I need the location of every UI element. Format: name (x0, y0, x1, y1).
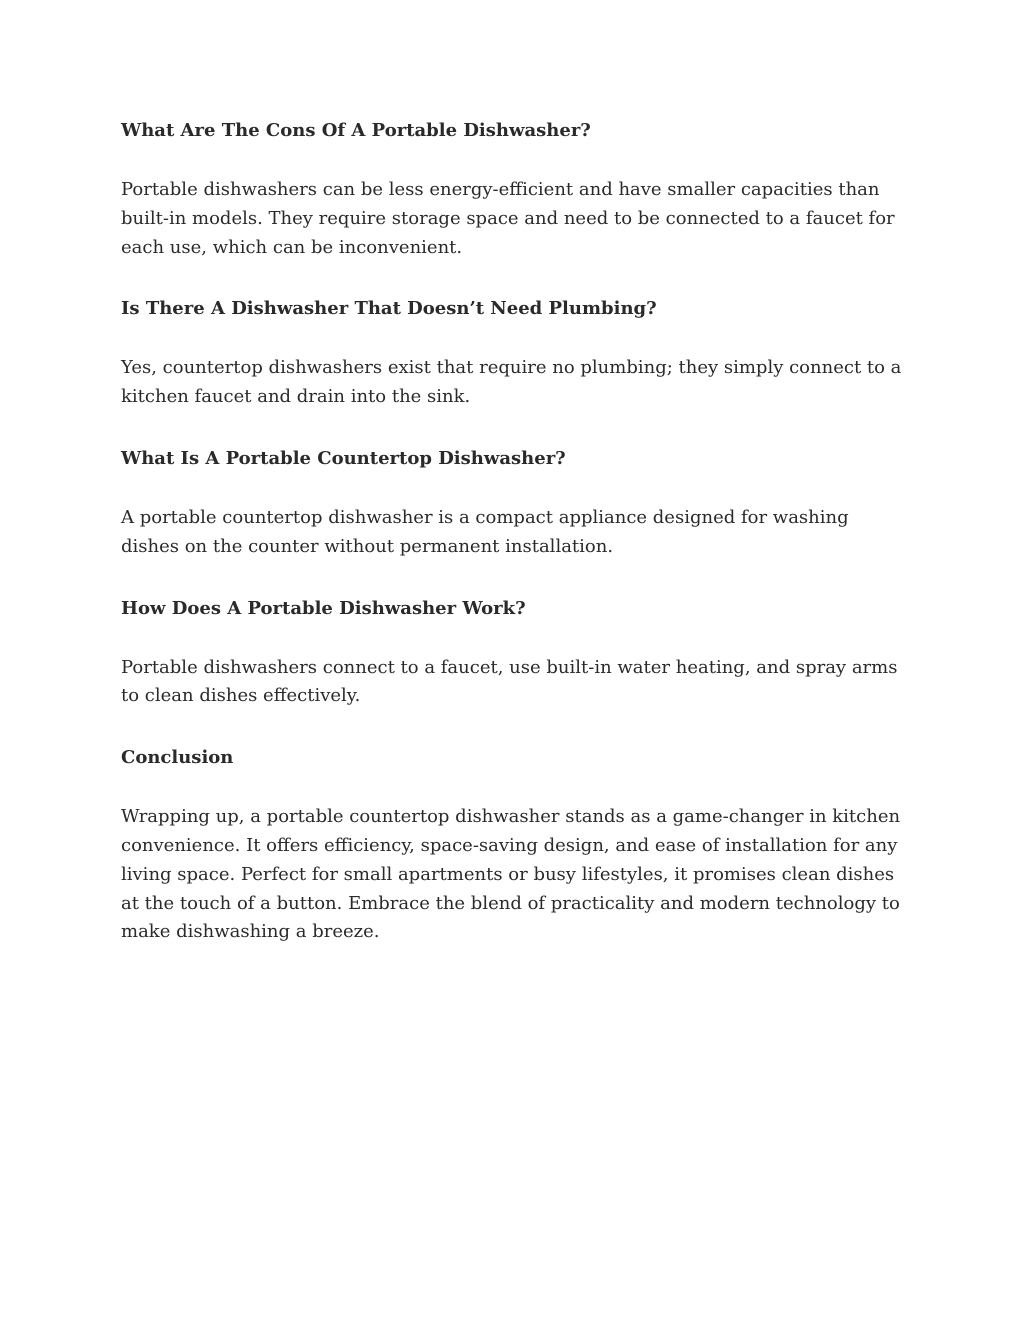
faq-section-cons (121, 116, 911, 262)
section-heading: Is There A Dishwasher That Doesn’t Need Plumbing? (121, 298, 657, 320)
section-heading: What Is A Portable Countertop Dishwasher? (121, 447, 566, 469)
faq-section-how-it-works (121, 594, 911, 712)
section-paragraph: Wrapping up, a portable countertop dishwasher stands as a game-changer in kitchen convenience. It offers efficiency, space-saving design, and ease of installation for any living space. Perfect for small apartments or busy lifestyles, it promises clean dishes at the touch of a button. Embrace the blend of practicality and modern technology to make dishwashing a breeze. (121, 806, 901, 943)
section-heading: What Are The Cons Of A Portable Dishwasher? (121, 120, 591, 141)
conclusion-section (121, 743, 911, 947)
section-heading: Conclusion (121, 747, 234, 769)
section-heading: How Does A Portable Dishwasher Work? (121, 597, 526, 619)
section-paragraph: Yes, countertop dishwashers exist that require no plumbing; they simply connect to a kitchen faucet and drain into the sink. (121, 357, 902, 408)
section-paragraph: Portable dishwashers can be less energy-efficient and have smaller capacities than built-in models. They require storage space and need to be connected to a faucet for each use, which can be inconvenient. (121, 179, 895, 258)
section-paragraph: Portable dishwashers connect to a faucet, use built-in water heating, and spray arms to clean dishes effectively. (121, 656, 898, 707)
faq-section-no-plumbing (121, 294, 911, 412)
section-paragraph: A portable countertop dishwasher is a compact appliance designed for washing dishes on the counter without permanent installation. (121, 506, 849, 557)
document-content (121, 116, 911, 979)
faq-section-what-is (121, 444, 911, 562)
